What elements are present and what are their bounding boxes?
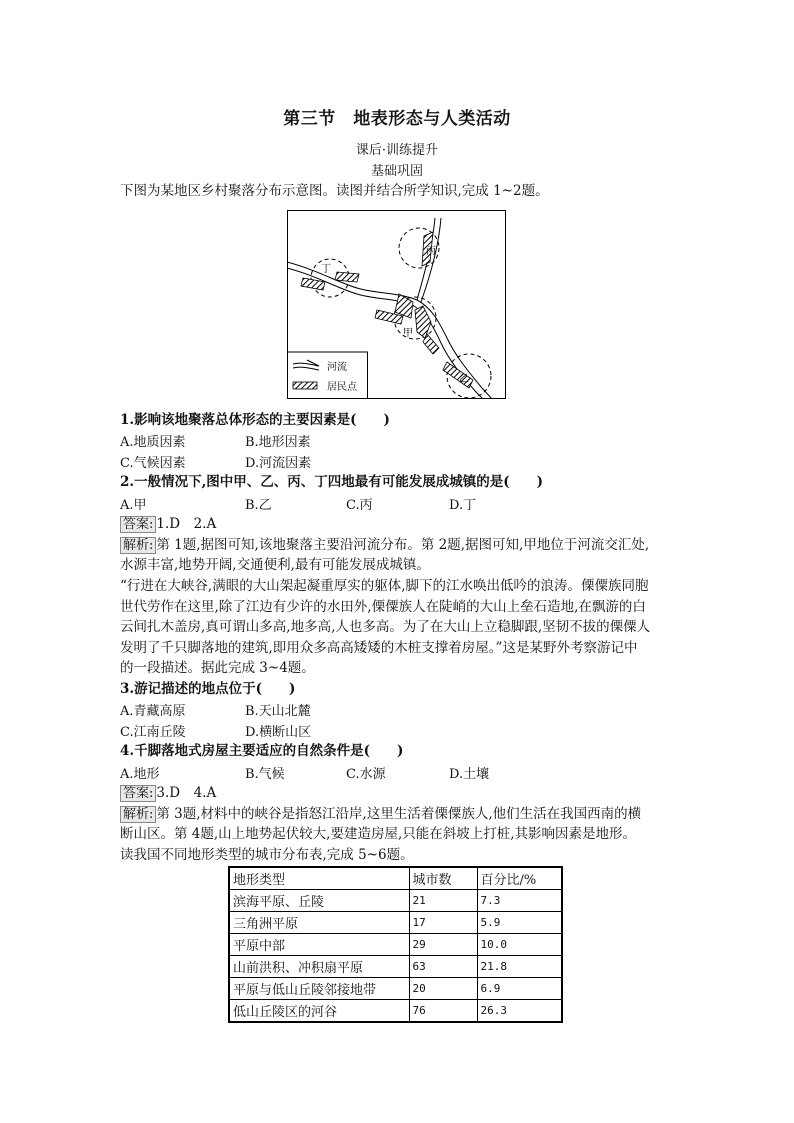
map-label-bing: 丙 bbox=[426, 246, 436, 257]
q4-option-a: A.地形 bbox=[120, 767, 160, 782]
table-header-row bbox=[229, 867, 562, 890]
intro-text-1: 下图为某地区乡村聚落分布示意图。读图并结合所学知识,完成 1~2题。 bbox=[120, 183, 549, 199]
answer-1 bbox=[120, 514, 216, 535]
passage-line-2: 世代劳作在这里,除了江边有少许的水田外,傈僳族人在陡峭的大山上垒石造地,在飘游的白 bbox=[120, 599, 646, 615]
cell-percent: 6.9 bbox=[477, 978, 562, 1000]
analysis-1-line-1: 第 1题,据图可知,该地聚落主要沿河流分布。第 2题,据图可知,甲地位于河流交汇处, bbox=[156, 537, 650, 553]
q2-option-b: B.乙 bbox=[245, 498, 272, 513]
cell-terrain: 平原与低山丘陵邻接地带 bbox=[229, 978, 409, 1000]
table-row bbox=[229, 1000, 562, 1023]
map-label-jia: 甲 bbox=[403, 328, 413, 339]
table-row bbox=[229, 956, 562, 978]
analysis-tag: 解析: bbox=[120, 537, 156, 554]
passage-line-4: 发明了千只脚落地的建筑,即用众多高高矮矮的木桩支撑着房屋。”这是某野外考察游记中 bbox=[120, 640, 638, 656]
cell-terrain: 平原中部 bbox=[229, 934, 409, 956]
page-title: 第三节 地表形态与人类活动 bbox=[283, 109, 511, 129]
answer-2 bbox=[120, 783, 216, 804]
q2-option-c: C.丙 bbox=[346, 498, 373, 513]
q1-option-b: B.地形因素 bbox=[245, 435, 311, 450]
settlement-map bbox=[287, 210, 506, 399]
passage-line-3: 云间扎木盖房,真可谓山多高,地多高,人也多高。为了在大山上立稳脚跟,坚韧不拔的傈僳人 bbox=[120, 619, 651, 635]
answer-tag: 答案: bbox=[120, 516, 156, 533]
cell-percent: 5.9 bbox=[477, 912, 562, 934]
analysis-2-line-1: 第 3题,材料中的峡谷是指怒江沿岸,这里生活着傈僳族人,他们生活在我国西南的横 bbox=[156, 806, 642, 822]
cell-percent: 21.8 bbox=[477, 956, 562, 978]
map-label-ding: 丁 bbox=[321, 264, 331, 275]
header-terrain: 地形类型 bbox=[229, 867, 409, 890]
section-heading: 基础巩固 bbox=[370, 164, 423, 179]
legend-settlement-label: 居民点 bbox=[327, 382, 357, 393]
q3-option-a: A.青藏高原 bbox=[120, 704, 186, 719]
passage-line-5: 的一段描述。据此完成 3~4题。 bbox=[120, 660, 315, 676]
legend-river-label: 河流 bbox=[327, 362, 347, 373]
answer-2-text: 3.D 4.A bbox=[156, 785, 217, 801]
q3-option-d: D.横断山区 bbox=[245, 725, 312, 740]
cell-terrain: 滨海平原、丘陵 bbox=[229, 890, 409, 912]
q3-option-c: C.江南丘陵 bbox=[120, 725, 186, 740]
q2-option-d: D.丁 bbox=[449, 498, 477, 513]
q2-option-a: A.甲 bbox=[120, 498, 147, 513]
question-2-stem: 2.一般情况下,图中甲、乙、丙、丁四地最有可能发展成城镇的是( ) bbox=[120, 474, 544, 490]
map-label-yi: 乙 bbox=[459, 374, 469, 385]
cell-count: 29 bbox=[409, 934, 477, 956]
q1-option-c: C.气候因素 bbox=[120, 456, 186, 471]
q1-option-a: A.地质因素 bbox=[120, 435, 186, 450]
intro-text-2: 读我国不同地形类型的城市分布表,完成 5~6题。 bbox=[120, 847, 414, 863]
header-percent: 百分比/% bbox=[477, 867, 562, 890]
table-row bbox=[229, 978, 562, 1000]
city-distribution-table bbox=[228, 866, 563, 1023]
analysis-1 bbox=[120, 535, 649, 556]
q4-option-b: B.气候 bbox=[245, 767, 285, 782]
analysis-2 bbox=[120, 804, 641, 825]
answer-1-text: 1.D 2.A bbox=[156, 516, 217, 532]
question-4-stem: 4.千脚落地式房屋主要适应的自然条件是( ) bbox=[120, 743, 404, 759]
map-legend bbox=[288, 352, 368, 399]
cell-percent: 7.3 bbox=[477, 890, 562, 912]
cell-count: 17 bbox=[409, 912, 477, 934]
cell-count: 20 bbox=[409, 978, 477, 1000]
analysis-1-line-2: 水源丰富,地势开阔,交通便利,最有可能发展成城镇。 bbox=[120, 557, 430, 573]
header-city-count: 城市数 bbox=[409, 867, 477, 890]
subtitle: 课后·训练提升 bbox=[355, 143, 439, 158]
cell-percent: 26.3 bbox=[477, 1000, 562, 1023]
cell-terrain: 山前洪积、冲积扇平原 bbox=[229, 956, 409, 978]
question-3-stem: 3.游记描述的地点位于( ) bbox=[120, 681, 296, 697]
cell-percent: 10.0 bbox=[477, 934, 562, 956]
table-row bbox=[229, 890, 562, 912]
cell-count: 21 bbox=[409, 890, 477, 912]
analysis-tag: 解析: bbox=[120, 806, 156, 823]
passage-line-1: “行进在大峡谷,满眼的大山架起凝重厚实的躯体,脚下的江水唤出低吟的浪涛。傈僳族同胞 bbox=[120, 578, 649, 594]
cell-count: 63 bbox=[409, 956, 477, 978]
q4-option-c: C.水源 bbox=[346, 767, 386, 782]
q4-option-d: D.土壤 bbox=[449, 767, 490, 782]
cell-terrain: 低山丘陵区的河谷 bbox=[229, 1000, 409, 1023]
cell-count: 76 bbox=[409, 1000, 477, 1023]
q3-option-b: B.天山北麓 bbox=[245, 704, 311, 719]
table-row bbox=[229, 912, 562, 934]
analysis-2-line-2: 断山区。第 4题,山上地势起伏较大,要建造房屋,只能在斜坡上打桩,其影响因素是地形。 bbox=[120, 826, 637, 842]
q1-option-d: D.河流因素 bbox=[245, 456, 312, 471]
question-1-stem: 1.影响该地聚落总体形态的主要因素是( ) bbox=[120, 412, 390, 428]
answer-tag: 答案: bbox=[120, 785, 156, 802]
table-row bbox=[229, 934, 562, 956]
cell-terrain: 三角洲平原 bbox=[229, 912, 409, 934]
